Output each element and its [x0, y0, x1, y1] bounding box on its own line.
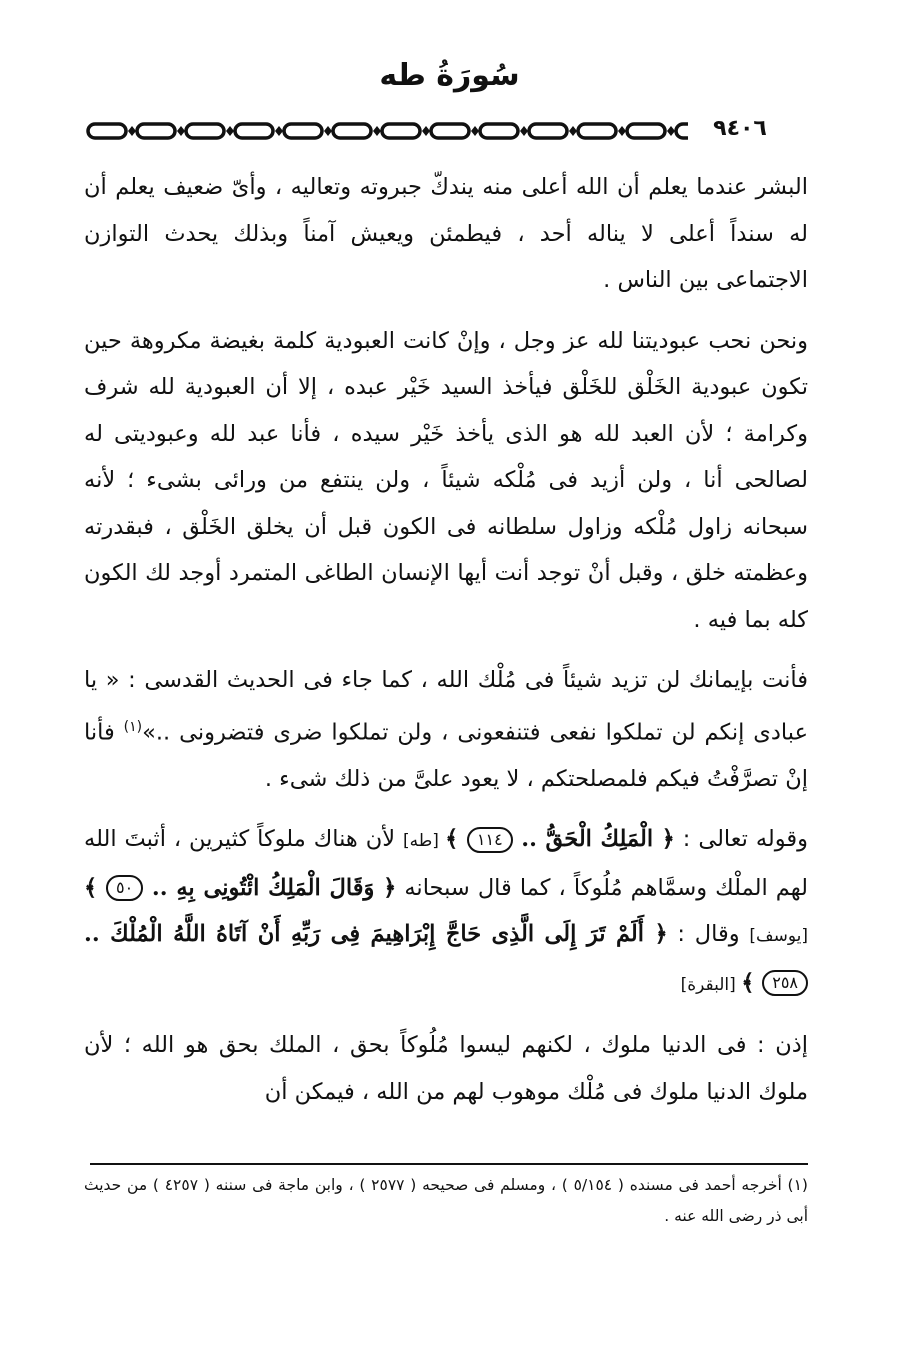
paragraph-3-text: فأنت بإيمانك لن تزيد شيئاً فى مُلْك الله ، كما جاء فى الحديث القدسى : « يا عبادى إنكم لن تملكوا نفعى فتنفعونى ، ولن تملكوا ضرى فتضرونى ..» [84, 667, 808, 745]
verse-number-1: ١١٤ [467, 827, 513, 853]
paragraph-4-text: وقوله تعالى : [674, 826, 808, 852]
paragraph-5: إذن : فى الدنيا ملوك ، لكنهم ليسوا مُلُوكاً بحق ، الملك بحق هو الله ؛ لأن ملوك الدنيا ملوك فى مُلْك موهوب لهم من الله ، فيمكن أن [84, 1032, 808, 1105]
page-number: ٩٤٠٦ [688, 114, 792, 144]
verse-number-3: ٢٥٨ [762, 970, 808, 996]
paragraph-4 [84, 816, 808, 1008]
paragraph-3-text-continued: فأنا إنْ تصرَّفْتُ فيكم فلمصلحتكم ، لا يعود علىَّ من ذلك شىء . [84, 719, 808, 792]
paragraph-4-text-2: لأن هناك ملوكاً كثيرين ، أثبتَ الله لهم الملْك وسمَّاهم مُلُوكاً ، كما قال سبحانه [84, 826, 809, 901]
footnote-divider [90, 1163, 808, 1165]
surah-reference-1: [طه] [402, 831, 446, 851]
paragraph-2: ونحن نحب عبوديتنا لله عز وجل ، وإنْ كانت العبودية كلمة بغيضة مكروهة حين تكون عبودية الخَلْق للخَلْق فيأخذ السيد خَيْر عبده ، إلا أن العبودية لله شرف وكرامة ؛ لأن العبد لله هو الذى يأخذ خَيْر سيده ، فأنا عبد لله وعبوديتى له لصالحى أنا ، ولن أزيد فى مُلْكه شيئاً ، ولن ينتفع من ورائى بشىء ؛ لأنه سبحانه زاول مُلْكه وزاول سلطانه فى الكون قبل أن يخلق الخَلْق ، فبقدرته وعظمته خلق ، وقبل أنْ توجد أنت أيها الإنسان الطاغى المتمرد أوجد لك الكون كله بما فيه . [84, 327, 808, 633]
quran-verse-2-end: ﴾ [84, 874, 106, 901]
footnote-marker[interactable]: (١) [123, 718, 143, 735]
main-text [84, 164, 808, 1129]
quran-verse-2: ﴿ وَقَالَ الْمَلِكُ ائْتُونِى بِهِ .. [143, 874, 397, 901]
surah-reference-3: [البقرة] [680, 974, 742, 995]
paragraph-4-text-3: وقال : [667, 921, 750, 947]
footnote-1: (١) أخرجه أحمد فى مسنده ( ٥/١٥٤ ) ، ومسلم فى صحيحه ( ٢٥٧٧ ) ، وابن ماجة فى سننه ( ٤٢٥٧ ) من حديث أبى ذر رضى الله عنه . [84, 1176, 808, 1225]
quran-verse-3: ﴿ أَلَمْ تَرَ إِلَى الَّذِى حَاجَّ إِبْرَاهِيمَ فِى رَبِّهِ أَنْ آتَاهُ اللَّهُ الْمُلْكَ .. [84, 921, 668, 947]
quran-verse-3-end: ﴾ [741, 969, 763, 996]
surah-title: سُورَةُ طه [379, 58, 520, 93]
quran-verse-1-end: ﴾ [445, 826, 467, 852]
quran-verse-1: ﴿ الْمَلِكُ الْحَقُّ .. [512, 826, 675, 852]
verse-number-2: ٥٠ [106, 875, 143, 901]
paragraph-1: البشر عندما يعلم أن الله أعلى منه يندكّ جبروته وتعاليه ، وأىّ ضعيف يعلم أن له سنداً أعلى لا يناله أحد ، فيطمئن ويعيش آمناً وبذلك يحدث التوازن الاجتماعى بين الناس . [84, 174, 808, 293]
paragraph-3 [84, 657, 808, 802]
surah-reference-2: [يوسف] [749, 926, 808, 946]
footnotes [84, 1170, 808, 1232]
